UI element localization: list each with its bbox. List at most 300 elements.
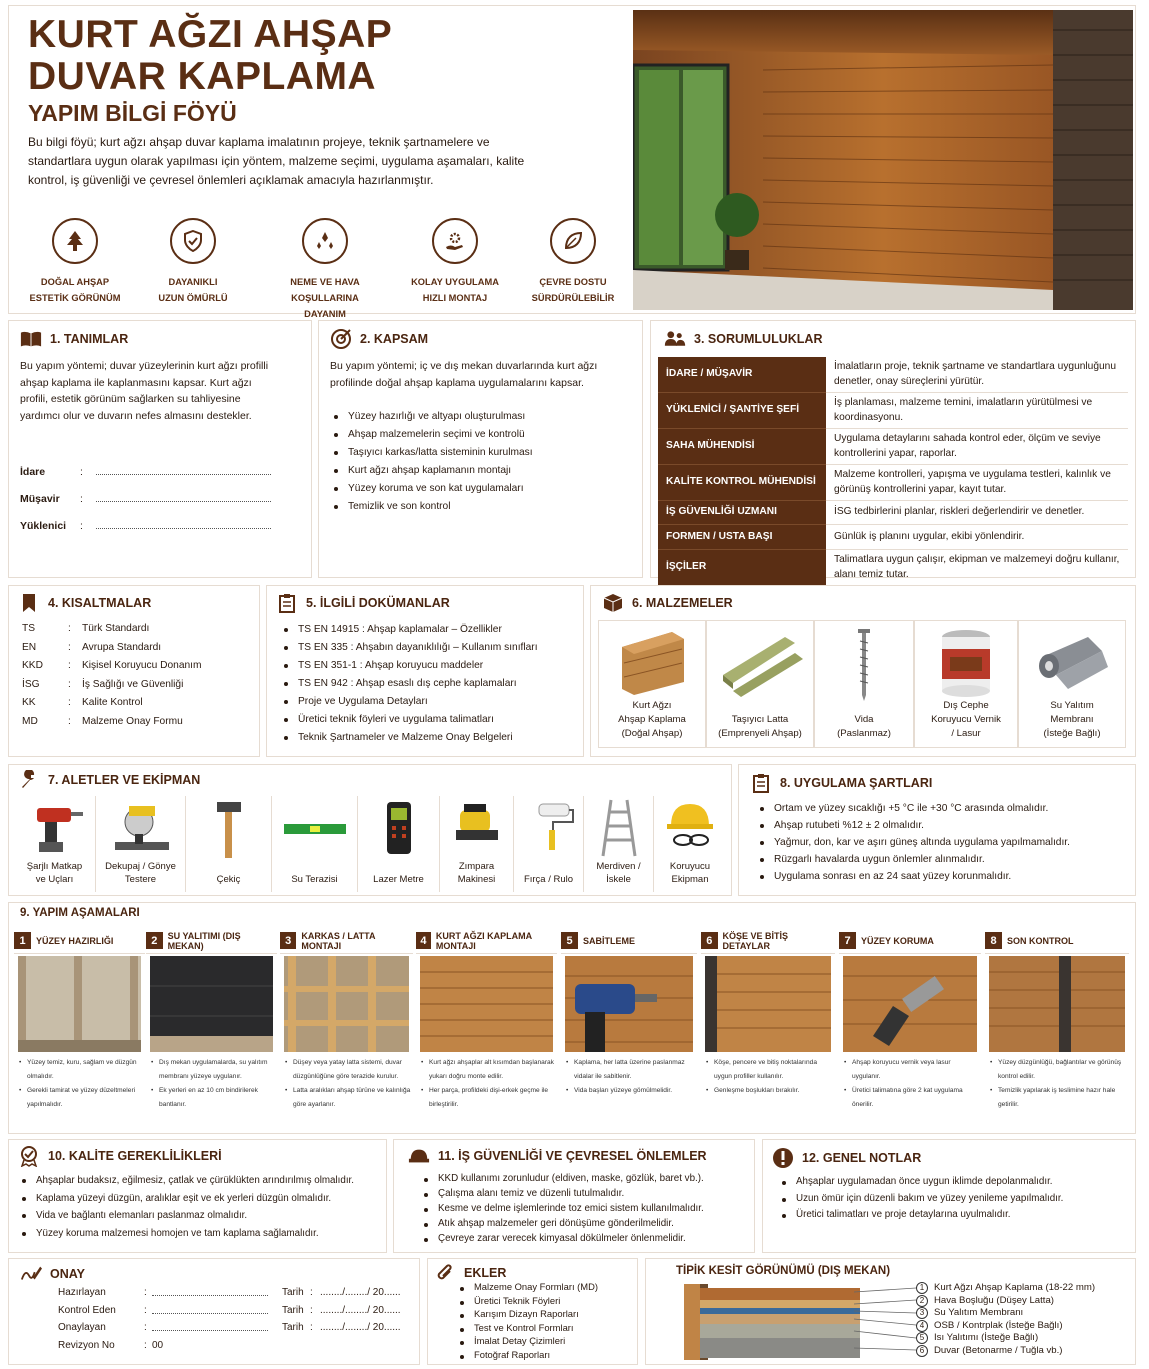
list-item: Kesme ve delme işlemlerinde toz emici sistem kullanılmalıdır.: [420, 1201, 750, 1216]
feature-label: KOLAY UYGULAMA: [411, 277, 499, 287]
list-item: • Dış mekan uygulamalarda, su yalıtım membranı yüzeye uygulanır.: [150, 1056, 275, 1084]
field-colon: :: [68, 660, 71, 671]
list-item: Karışım Dizayn Raporları: [456, 1307, 636, 1321]
list-item: Ahşap malzemelerin seçimi ve kontrolü: [330, 426, 630, 444]
field-colon: :: [144, 1304, 147, 1316]
list-item: • Vida başları yüzeye gömülmelidir.: [565, 1084, 695, 1098]
conditions-list: [756, 800, 1131, 885]
approval-heading: [20, 1263, 85, 1285]
hammer-image: [209, 800, 249, 860]
list-item: Ahşaplar uygulamadan önce uygun iklimde depolanmalıdır.: [778, 1174, 1128, 1191]
step-number: 7: [839, 932, 856, 949]
tool-level: [272, 796, 358, 892]
list-item: Rüzgarlı havalarda uygun önlemler alınmalıdır.: [756, 851, 1131, 868]
revision-value: 00: [152, 1339, 164, 1351]
feature-label: HIZLI MONTAJ: [422, 293, 488, 303]
role-cell: FORMEN / USTA BAŞI: [658, 525, 826, 550]
field-colon: :: [310, 1304, 313, 1316]
title-line-2: DUVAR KAPLAMA: [28, 55, 377, 98]
step-title: YÜZEY KORUMA: [861, 935, 934, 946]
layer-label: Isı Yalıtımı (İsteğe Bağlı): [934, 1332, 1039, 1343]
step-title: KÖŞE VE BİTİŞ DETAYLAR: [722, 930, 789, 951]
layer-number: 6: [916, 1345, 928, 1357]
list-item: Üretici talimatları ve proje detaylarına uyulmalıdır.: [778, 1207, 1128, 1224]
tools-title: 7. ALETLER VE EKİPMAN: [48, 773, 201, 787]
stage-image-final: [989, 956, 1125, 1052]
subtitle: YAPIM BİLGİ FÖYÜ: [28, 100, 237, 126]
list-item: Temizlik ve son kontrol: [330, 498, 630, 516]
membrane-roll-image: [1032, 627, 1112, 697]
exclamation-icon: [772, 1147, 794, 1169]
list-item: TS EN 351-1 : Ahşap koruyucu maddeler: [280, 657, 580, 675]
tool-label: Şarjlı Matkap: [26, 861, 83, 872]
list-item: • Yüzey temiz, kuru, sağlam ve düzgün olmalıdır.: [18, 1056, 143, 1084]
field-yuklenici-label: Yüklenici: [20, 520, 67, 532]
quality-title: 10. KALİTE GEREKLİLİKLERİ: [48, 1149, 222, 1163]
list-item: [22, 657, 201, 676]
revision-label: Revizyon No: [58, 1339, 115, 1351]
definitions-text: Bu yapım yöntemi; duvar yüzeylerinin kurt ağzı profilli ahşap kaplama ile kaplanmasını kapsar. Kurt ağzı profili, estetik görünüm sağlarken su tahliyesine yardımcı olur ve duvarın nefes almasını destekler.: [20, 360, 269, 422]
step-number: 2: [146, 932, 163, 949]
step-number: 4: [416, 932, 431, 949]
date-value[interactable]: ......../......../ 20......: [320, 1322, 401, 1333]
field-colon: :: [144, 1339, 147, 1351]
hard-hat-icon: [408, 1145, 430, 1167]
table-row: [658, 357, 1128, 393]
list-item: Yağmur, don, kar ve aşırı güneş altında uygulama yapılmamalıdır.: [756, 834, 1131, 851]
field-colon: :: [80, 466, 83, 478]
crosssection-title: TİPİK KESİT GÖRÜNÜMÜ (DIŞ MEKAN): [676, 1265, 891, 1277]
duty-cell: Talimatlara uygun çalışır, ekipman ve malzemeyi doğru kullanır, alanı temiz tutar.: [826, 550, 1128, 586]
list-item: Ortam ve yüzey sıcaklığı +5 °C ile +30 °C arasında olmalıdır.: [756, 800, 1131, 817]
layer-number: 1: [916, 1282, 928, 1294]
material-label: (Doğal Ahşap): [621, 728, 683, 739]
field-colon: :: [68, 715, 71, 727]
field-colon: :: [310, 1322, 313, 1333]
layer-label: Duvar (Betonarme / Tuğla vb.): [934, 1344, 1063, 1356]
layer-label: OSB / Kontrplak (İsteğe Bağlı): [934, 1319, 1063, 1331]
quality-heading: [18, 1145, 222, 1167]
feature-label: ESTETİK GÖRÜNÜM: [29, 293, 121, 303]
list-item: • Temizlik yapılarak iş teslimine hazır hale getirilir.: [989, 1084, 1127, 1112]
tool-ppe: [654, 796, 726, 892]
abbr-code: KKD: [22, 660, 43, 671]
role-cell: SAHA MÜHENDİSİ: [658, 429, 826, 465]
laser-meter-image: [384, 800, 414, 856]
medal-icon: [18, 1145, 40, 1167]
tool-label: Dekupaj / Gönye: [105, 861, 176, 872]
people-icon: [664, 328, 686, 350]
title-line-1: KURT AĞZI AHŞAP: [28, 13, 393, 56]
stage-8: [985, 928, 1129, 1132]
tool-label: Testere: [124, 874, 157, 885]
approval-label: Onaylayan: [58, 1322, 106, 1333]
approval-label: Kontrol Eden: [58, 1304, 116, 1316]
list-item: Üretici teknik föyleri ve uygulama talimatları: [280, 711, 580, 729]
list-item: Ahşaplar budaksız, eğilmesiz, çatlak ve çürüklükten arındırılmış olmalıdır.: [18, 1172, 383, 1190]
drill-image: [25, 800, 85, 856]
table-row: [658, 393, 1128, 429]
material-wood-cladding: [598, 620, 706, 748]
approval-title: ONAY: [50, 1267, 85, 1281]
stage-3: [280, 928, 413, 1132]
duty-cell: Malzeme kontrolleri, yapışma ve uygulama testleri, kalınlık ve görünüş kontrollerini yapar, kayıt tutar.: [826, 465, 1128, 501]
list-item: TS EN 335 : Ahşabın dayanıklılığı – Kullanım sınıfları: [280, 639, 580, 657]
responsibilities-title: 3. SORUMLULUKLAR: [694, 332, 823, 346]
list-item: Atık ahşap malzemeler geri dönüşüme gönderilmelidir.: [420, 1216, 750, 1231]
approval-row: [58, 1337, 401, 1355]
legend-item: [916, 1345, 1095, 1358]
legend-item: [916, 1282, 1095, 1295]
tool-label: Ekipman: [671, 874, 709, 885]
stage-4: [416, 928, 557, 1132]
list-item: [22, 713, 201, 732]
approval-name-input[interactable]: [152, 1302, 268, 1314]
hero-room-image: [633, 10, 1133, 310]
feature-label: DAYANIKLI: [168, 277, 218, 287]
layer-number: 5: [916, 1332, 928, 1344]
documents-title: 5. İLGİLİ DOKÜMANLAR: [306, 596, 450, 610]
scope-list: [330, 408, 630, 516]
conditions-heading: [750, 772, 932, 794]
approval-name-input[interactable]: [152, 1319, 268, 1331]
conditions-title: 8. UYGULAMA ŞARTLARI: [780, 776, 933, 790]
stage-image-membrane: [150, 956, 273, 1052]
list-item: Malzeme Onay Formları (MD): [456, 1280, 636, 1294]
target-icon: [330, 328, 352, 350]
list-item: Uygulama sonrası en az 24 saat yüzey korunmalıdır.: [756, 868, 1131, 885]
duty-cell: İSG tedbirlerini planlar, riskleri değerlendirir ve denetler.: [826, 501, 1128, 525]
approval-rows: [58, 1284, 401, 1354]
abbreviations-title: 4. KISALTMALAR: [48, 596, 152, 610]
documents-list: [280, 621, 580, 747]
list-item: TS EN 14915 : Ahşap kaplamalar – Özellikler: [280, 621, 580, 639]
book-icon: [20, 328, 42, 350]
role-cell: YÜKLENİCİ / ŞANTİYE ŞEFİ: [658, 393, 826, 429]
field-colon: :: [68, 641, 71, 653]
material-label: Taşıyıcı Latta: [731, 714, 789, 725]
feature-natural: [20, 218, 130, 306]
material-label: Vida: [854, 714, 874, 725]
field-colon: :: [68, 623, 71, 634]
tool-sander: [440, 796, 514, 892]
feature-label: DOĞAL AHŞAP: [40, 277, 110, 287]
list-item: • Her parça, profildeki dişi-erkek geçme ile birleştirilir.: [420, 1084, 555, 1112]
safety-list: [420, 1171, 750, 1246]
field-colon: :: [144, 1287, 147, 1298]
list-item: Taşıyıcı karkas/latta sisteminin kurulması: [330, 444, 630, 462]
list-item: [22, 694, 201, 713]
role-cell: İDARE / MÜŞAVİR: [658, 357, 826, 393]
layer-label: Kurt Ağzı Ahşap Kaplama (18-22 mm): [934, 1282, 1096, 1293]
field-musavir-input[interactable]: [96, 501, 271, 502]
table-row: [658, 550, 1128, 586]
legend-item: [916, 1332, 1095, 1345]
list-item: KKD kullanımı zorunludur (eldiven, maske, gözlük, baret vb.).: [420, 1171, 750, 1186]
step-title: SON KONTROL: [1007, 935, 1074, 946]
stage-1: [14, 928, 145, 1132]
step-number: 8: [985, 932, 1002, 949]
list-item: [22, 620, 201, 639]
attachments-list: [456, 1280, 636, 1361]
field-colon: :: [68, 697, 71, 708]
material-label: Dış Cephe: [943, 700, 989, 711]
attachments-title: EKLER: [464, 1266, 507, 1280]
stages-title: 9. YAPIM AŞAMALARI: [20, 907, 140, 919]
sander-image: [452, 800, 502, 856]
list-item: • Kaplama, her latta üzerine paslanmaz vidalar ile sabitlenir.: [565, 1056, 695, 1084]
material-label: Su Yalıtım: [1050, 700, 1094, 711]
feature-label: NEME VE HAVA: [290, 277, 360, 287]
list-item: • Yüzey düzgünlüğü, bağlantılar ve görünüş kontrol edilir.: [989, 1056, 1127, 1084]
material-screw: [814, 620, 914, 748]
feature-durable: [138, 218, 248, 306]
abbr-desc: Kalite Kontrol: [82, 697, 143, 708]
date-value[interactable]: ......../......../ 20......: [320, 1304, 401, 1316]
tool-label: Merdiven / İskele: [596, 861, 641, 885]
box-icon: [602, 592, 624, 614]
stage-image-corner: [705, 956, 831, 1052]
feature-label: UZUN ÖMÜRLÜ: [158, 293, 228, 303]
shield-icon: [170, 218, 216, 264]
list-item: İmalat Detay Çizimleri: [456, 1334, 636, 1348]
table-row: [658, 501, 1128, 525]
notes-title: 12. GENEL NOTLAR: [802, 1151, 922, 1165]
list-item: [22, 676, 201, 695]
legend-item: [916, 1320, 1095, 1333]
date-label: Tarih: [282, 1304, 304, 1316]
material-label: / Lasur: [951, 728, 981, 739]
role-cell: İŞ GÜVENLİĞİ UZMANI: [658, 501, 826, 525]
list-item: Yüzey koruma malzemesi homojen ve tam kaplama sağlamalıdır.: [18, 1225, 383, 1243]
role-cell: KALİTE KONTROL MÜHENDİSİ: [658, 465, 826, 501]
abbr-code: EN: [22, 641, 37, 653]
material-batten: [706, 620, 814, 748]
responsibilities-heading: [664, 328, 822, 350]
feature-label: KOŞULLARINA DAYANIM: [291, 293, 359, 319]
weather-icon: [302, 218, 348, 264]
list-item: Fotoğraf Raporları: [456, 1348, 636, 1362]
material-label: Koruyucu Vernik: [931, 714, 1001, 725]
leaf-icon: [550, 218, 596, 264]
date-value[interactable]: ......../......../ 20......: [320, 1287, 401, 1298]
materials-heading: [602, 592, 733, 614]
safety-heading: [408, 1145, 707, 1167]
material-varnish: [914, 620, 1018, 748]
tree-icon: [52, 218, 98, 264]
list-item: • Ek yerleri en az 10 cm bindirilerek bantlanır.: [150, 1084, 275, 1112]
feature-weather: [270, 218, 380, 322]
stage-image-finish: [843, 956, 977, 1052]
list-item: Yüzey hazırlığı ve altyapı oluşturulması: [330, 408, 630, 426]
approval-row: [58, 1284, 401, 1302]
list-item: Çalışma alanı temiz ve düzenli tutulmalıdır.: [420, 1186, 750, 1201]
list-item: [22, 639, 201, 658]
paperclip-icon: [434, 1262, 456, 1284]
scope-text: Bu yapım yöntemi; iç ve dış mekan duvarlarında kurt ağzı profilinde doğal ahşap kaplama uygulamalarını kapsar.: [330, 360, 598, 389]
feature-eco: [518, 218, 628, 306]
stage-2: [146, 928, 277, 1132]
stage-5: [561, 928, 697, 1132]
table-row: [658, 429, 1128, 465]
field-yuklenici-input[interactable]: [96, 528, 271, 529]
date-label: Tarih: [282, 1287, 304, 1298]
wood-plank-image: [612, 627, 692, 697]
list-item: TS EN 942 : Ahşap esaslı dış cephe kaplamaları: [280, 675, 580, 693]
field-idare-input[interactable]: [96, 474, 271, 475]
field-colon: :: [80, 493, 83, 505]
abbr-desc: Kişisel Koruyucu Donanım: [82, 660, 202, 671]
list-item: • Kurt ağzı ahşaplar alt kısımdan başlanarak yukarı doğru monte edilir.: [420, 1056, 555, 1084]
bookmark-icon: [18, 592, 40, 614]
spirit-level-image: [280, 800, 350, 856]
layer-label: Hava Boşluğu (Düşey Latta): [934, 1294, 1054, 1306]
abbreviations-list: [22, 620, 201, 731]
field-musavir-label: Müşavir: [20, 493, 60, 505]
field-idare-label: İdare: [20, 466, 46, 478]
stage-6: [701, 928, 835, 1132]
gear-hand-icon: [432, 218, 478, 264]
safety-helmet-image: [665, 800, 715, 856]
approval-row: [58, 1319, 401, 1337]
list-item: Test ve Kontrol Formları: [456, 1321, 636, 1335]
materials-title: 6. MALZEMELER: [632, 596, 733, 610]
material-label: (Emprenyeli Ahşap): [718, 728, 802, 739]
tool-ladder: [584, 796, 654, 892]
tool-hammer: [186, 796, 272, 892]
approval-name-input[interactable]: [152, 1284, 268, 1296]
step-title: SU YALITIMI (DIŞ MEKAN): [167, 930, 241, 951]
step-title: YÜZEY HAZIRLIĞI: [36, 935, 114, 946]
tool-label: Fırça / Rulo: [523, 874, 574, 885]
feature-label: ÇEVRE DOSTU: [539, 277, 607, 287]
layer-number: 3: [916, 1307, 928, 1319]
tool-label: Su Terazisi: [291, 874, 338, 885]
wrench-icon: [18, 769, 40, 791]
scope-title: 2. KAPSAM: [360, 332, 429, 346]
miter-saw-image: [109, 800, 173, 856]
field-colon: :: [80, 520, 83, 532]
list-item: Çevreye zarar verecek kimyasal dökülmeler önlenmelidir.: [420, 1231, 750, 1246]
stage-image-cladding: [420, 956, 553, 1052]
list-item: Teknik Şartnameler ve Malzeme Onay Belgeleri: [280, 729, 580, 747]
definitions-title: 1. TANIMLAR: [50, 332, 129, 346]
step-number: 1: [14, 932, 31, 949]
abbr-desc: Türk Standardı: [82, 623, 150, 634]
step-title: SABİTLEME: [583, 935, 636, 946]
step-title: KURT AĞZI KAPLAMA MONTAJI: [435, 930, 532, 951]
documents-heading: [276, 592, 450, 614]
step-number: 5: [561, 932, 578, 949]
quality-list: [18, 1172, 383, 1242]
duty-cell: İmalatların proje, teknik şartname ve standartlara uygunluğunu denetler, onay süreçlerini yürütür.: [826, 357, 1128, 393]
layer-number: 4: [916, 1320, 928, 1332]
abbr-desc: Malzeme Onay Formu: [82, 715, 183, 727]
ladder-image: [599, 798, 639, 858]
material-label: (İsteğe Bağlı): [1043, 728, 1101, 739]
responsibilities-table: [658, 357, 1128, 586]
safety-title: 11. İŞ GÜVENLİĞİ VE ÇEVRESEL ÖNLEMLER: [438, 1149, 707, 1163]
layer-number: 2: [916, 1295, 928, 1307]
crosssection-diagram: [684, 1284, 924, 1360]
duty-cell: İş planlaması, malzeme temini, imalatların yürütülmesi ve koordinasyonu.: [826, 393, 1128, 429]
tool-brush: [514, 796, 584, 892]
abbr-code: TS: [22, 623, 36, 634]
abbreviations-heading: [18, 592, 151, 614]
clipboard-icon: [276, 592, 298, 614]
stage-image-frame: [284, 956, 409, 1052]
abbr-code: KK: [22, 697, 36, 708]
definitions-heading: [20, 328, 128, 350]
stage-image-surface: [18, 956, 141, 1052]
abbr-code: MD: [22, 715, 38, 727]
feature-install: [400, 218, 510, 306]
stage-7: [839, 928, 981, 1132]
tool-saw: [96, 796, 186, 892]
material-label: Ahşap Kaplama: [618, 714, 686, 725]
abbr-code: İSG: [22, 678, 40, 690]
list-item: • Köşe, pencere ve bitiş noktalarında uygun profiller kullanılır.: [705, 1056, 833, 1084]
tool-label: Koruyucu: [669, 861, 711, 872]
tool-label: Çekiç: [216, 874, 241, 885]
list-item: Proje ve Uygulama Detayları: [280, 693, 580, 711]
layer-label: Su Yalıtım Membranı: [934, 1307, 1024, 1318]
material-label: (Paslanmaz): [837, 728, 891, 739]
tools-heading: [18, 769, 200, 791]
list-item: Vida ve bağlantı elemanları paslanmaz olmalıdır.: [18, 1207, 383, 1225]
list-item: Uzun ömür için düzenli bakım ve yüzey yenileme yapılmalıdır.: [778, 1191, 1128, 1208]
approval-label: Hazırlayan: [58, 1287, 106, 1298]
material-membrane: [1018, 620, 1126, 748]
list-item: Ahşap rutubeti %12 ± 2 olmalıdır.: [756, 817, 1131, 834]
step-number: 6: [701, 932, 718, 949]
duty-cell: Uygulama detaylarını sahada kontrol eder, ölçüm ve seviye kontrollerini yapar, raporlar.: [826, 429, 1128, 465]
role-cell: İŞÇİLER: [658, 550, 826, 586]
tool-label: Makinesi: [457, 874, 496, 885]
signature-icon: [20, 1263, 42, 1285]
varnish-can-image: [936, 627, 996, 697]
list-item: Kaplama yüzeyi düzgün, aralıklar eşit ve ek yerleri düzgün olmalıdır.: [18, 1190, 383, 1208]
list-item: • Düşey veya yatay latta sistemi, duvar düzgünlüğüne göre terazide kurulur.: [284, 1056, 411, 1084]
intro-text: Bu bilgi föyü; kurt ağzı ahşap duvar kaplama imalatının projeye, teknik şartnamelere ve standartlara uygun olarak yapılması için yöntem, malzeme seçimi, uygulama aşamaları, kalite kontrol, iş güvenliği ve çevresel önlemleri açıklamak amacıyla hazırlanmıştır.: [28, 135, 525, 187]
list-item: • Üretici talimatına göre 2 kat uygulama önerilir.: [843, 1084, 979, 1112]
notes-heading: [772, 1147, 921, 1169]
legend-item: [916, 1307, 1095, 1320]
clipboard-icon: [750, 772, 772, 794]
scope-heading: [330, 328, 428, 350]
list-item: • Genleşme boşlukları bırakılır.: [705, 1084, 833, 1098]
screw-image: [854, 629, 874, 701]
step-title: KARKAS / LATTA MONTAJI: [301, 930, 376, 951]
paint-roller-image: [521, 800, 577, 856]
legend-item: [916, 1295, 1095, 1308]
field-colon: :: [144, 1322, 147, 1333]
feature-label: SÜRDÜRÜLEBİLİR: [531, 293, 615, 303]
tool-drill: [14, 796, 96, 892]
material-label: Kurt Ağzı: [632, 700, 672, 711]
field-colon: :: [310, 1287, 313, 1298]
step-number: 3: [280, 932, 296, 949]
list-item: Üretici Teknik Föyleri: [456, 1294, 636, 1308]
tool-label: ve Uçları: [35, 874, 74, 885]
crosssection-legend: [916, 1282, 1095, 1357]
list-item: • Ahşap koruyucu vernik veya lasur uygulanır.: [843, 1056, 979, 1084]
list-item: Kurt ağzı ahşap kaplamanın montajı: [330, 462, 630, 480]
approval-row: [58, 1302, 401, 1320]
list-item: • Gerekli tamirat ve yüzey düzeltmeleri yapılmalıdır.: [18, 1084, 143, 1112]
table-row: [658, 465, 1128, 501]
list-item: • Latta aralıkları ahşap türüne ve kalınlığa göre ayarlanır.: [284, 1084, 411, 1112]
